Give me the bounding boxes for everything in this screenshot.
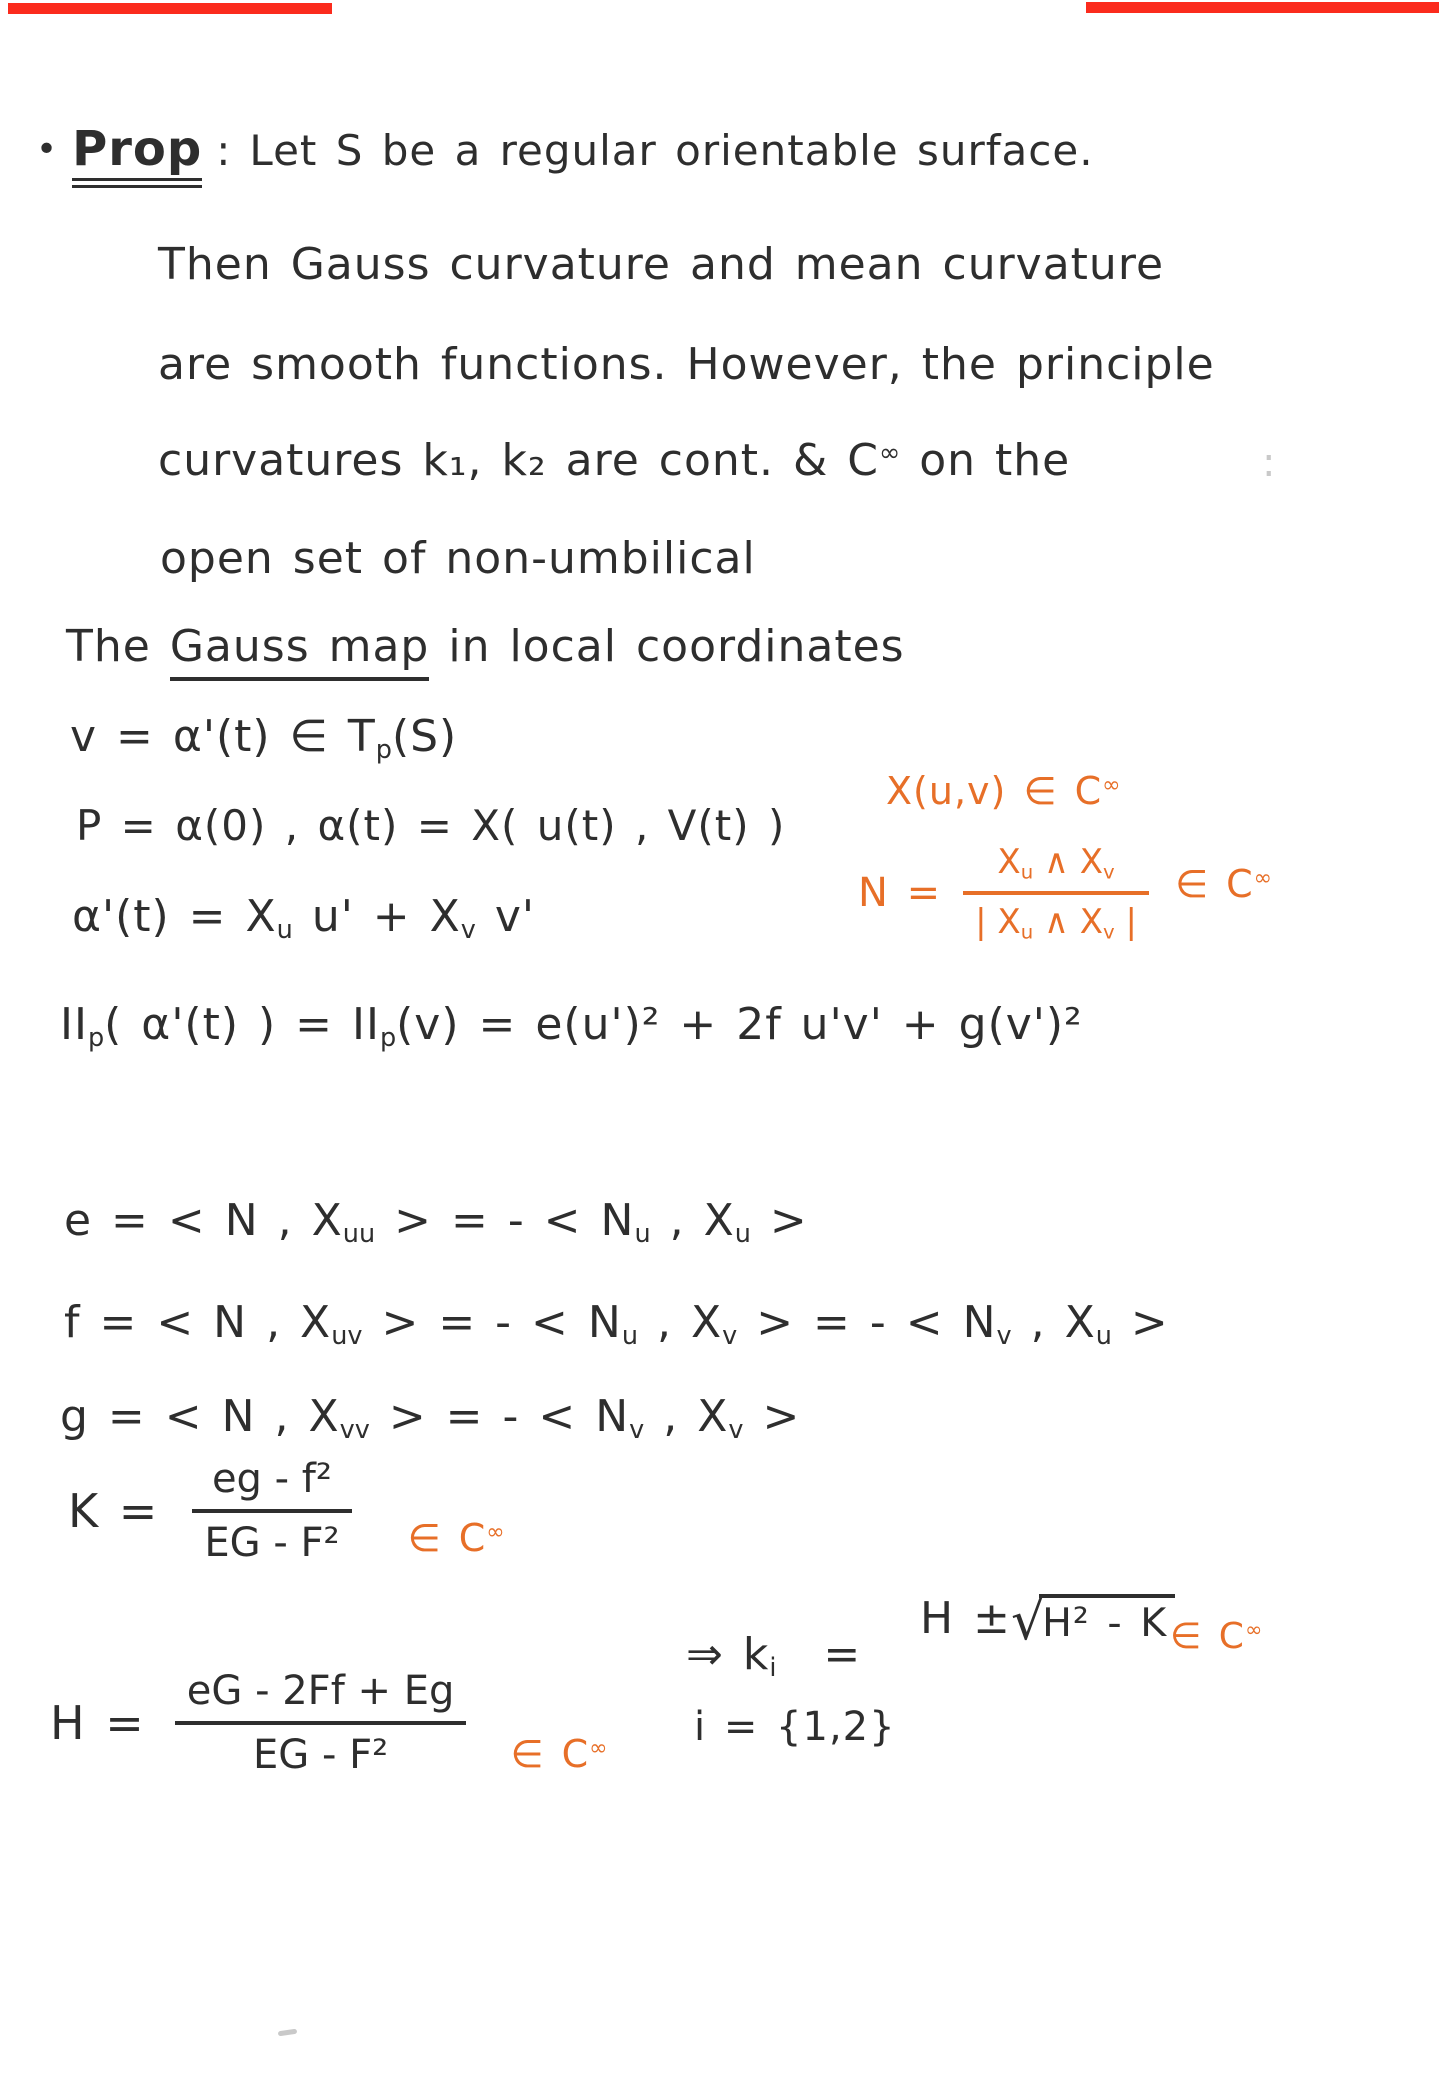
h-fraction: [175, 1668, 467, 1778]
ii-seg: ( α'(t) ) = II: [104, 999, 380, 1050]
infinity-superscript: ∞: [879, 437, 901, 468]
subscript-u: u: [1020, 860, 1034, 884]
root-expression: [920, 1589, 1175, 1652]
subscript-v: v: [1103, 860, 1115, 884]
prop-line2: Then Gauss curvature and mean curvature: [158, 239, 1165, 290]
red-edge-right: [1086, 2, 1439, 13]
prop-label: Prop: [72, 121, 202, 188]
n-lhs: N =: [858, 869, 942, 916]
subscript-vv: vv: [339, 1415, 370, 1446]
annotation-normal-vector: [858, 842, 1272, 943]
equation-g-coefficient: [60, 1392, 800, 1445]
f-seg: >: [1111, 1297, 1169, 1348]
e-seg: , X: [650, 1195, 735, 1246]
den-seg: ∧ X: [1033, 901, 1104, 942]
subscript-i: i: [769, 1653, 777, 1684]
prop-line1: Let S be a regular orientable surface.: [249, 126, 1094, 175]
index-set: i = {1,2}: [694, 1704, 896, 1750]
prop-colon: :: [216, 126, 232, 175]
subscript-uu: uu: [342, 1219, 376, 1250]
v-pre: v = α'(t) ∈ T: [70, 711, 376, 762]
k-denominator: EG - F²: [204, 1520, 340, 1566]
prop-line4-text: curvatures k₁, k₂ are cont. & C: [158, 435, 879, 486]
subscript-v: v: [460, 915, 476, 946]
k-lhs: K =: [68, 1483, 159, 1538]
in-c: ∈ C: [1170, 1616, 1245, 1657]
gauss-map-underlined: Gauss map: [170, 621, 430, 681]
subscript-p: p: [87, 1023, 105, 1054]
equation-alpha-prime: [72, 892, 535, 945]
subscript-u: u: [634, 1219, 651, 1250]
infinity-superscript: ∞: [1253, 865, 1273, 891]
subscript-u: u: [734, 1219, 751, 1250]
e-seg: > = - < N: [375, 1195, 635, 1246]
g-seg: g = < N , X: [60, 1391, 340, 1442]
alpha-seg: α'(t) = X: [72, 891, 277, 942]
ki-smoothness: [1170, 1616, 1262, 1657]
v-post: (S): [391, 711, 458, 762]
h-numerator: eG - 2Ff + Eg: [186, 1668, 455, 1714]
f-seg: , X: [637, 1297, 723, 1348]
f-seg: > = - < N: [362, 1297, 622, 1348]
num-seg: X: [997, 842, 1021, 882]
equation-e-coefficient: [64, 1196, 808, 1249]
radical-icon: √: [1010, 1589, 1047, 1652]
in-c: ∈ C: [510, 1732, 590, 1777]
bullet-icon: •: [36, 128, 59, 170]
normal-fraction: [963, 842, 1149, 943]
e-seg: >: [750, 1195, 808, 1246]
subscript-v: v: [1103, 920, 1115, 944]
prop-heading: [36, 122, 1094, 177]
k-smoothness: [408, 1517, 505, 1561]
x-expr: X(u,v): [886, 769, 1024, 813]
subscript-v: v: [722, 1321, 738, 1352]
alpha-seg: v': [475, 891, 536, 942]
equation-principal-curvatures-lhs: [686, 1630, 861, 1683]
equation-principal-curvatures-rhs: [920, 1589, 1175, 1652]
infinity-superscript: ∞: [1244, 1617, 1263, 1642]
subscript-u: u: [1020, 920, 1034, 944]
ki-seg: ⇒ k: [686, 1629, 770, 1680]
title-pre: The: [66, 621, 170, 672]
ki-eq: =: [804, 1629, 862, 1680]
subscript-u: u: [1095, 1321, 1112, 1352]
annotation-x-smooth: [886, 770, 1121, 814]
subscript-uv: uv: [331, 1321, 363, 1352]
equation-tangent-vector: [70, 712, 457, 765]
prop-line3: are smooth functions. However, the principle: [158, 339, 1215, 390]
equation-mean-curvature: [50, 1668, 607, 1778]
g-seg: >: [743, 1391, 801, 1442]
k-fraction: [192, 1456, 351, 1566]
h-smoothness: [510, 1733, 607, 1777]
ii-seg: II: [60, 999, 88, 1050]
ii-seg: (v) = e(u')² + 2f u'v' + g(v')²: [396, 999, 1083, 1050]
e-seg: e = < N , X: [64, 1195, 343, 1246]
subscript-v: v: [728, 1415, 744, 1446]
prop-line4: [158, 436, 1070, 487]
infinity-superscript: ∞: [1102, 772, 1121, 798]
pencil-mark: [278, 2029, 298, 2037]
infinity-superscript: ∞: [486, 1520, 505, 1546]
k-numerator: eg - f²: [211, 1456, 332, 1502]
f-seg: , X: [1011, 1297, 1096, 1348]
faint-colon-mark: :: [1262, 440, 1277, 486]
g-seg: > = - < N: [369, 1391, 630, 1442]
equation-second-fundamental-form: [60, 1000, 1083, 1053]
subscript-p: p: [375, 735, 392, 766]
fraction-denominator: [963, 895, 1149, 944]
gauss-map-title: [66, 622, 905, 673]
h-plus-minus: H ±: [920, 1593, 1011, 1644]
prop-line5: open set of non-umbilical: [160, 533, 756, 584]
den-seg: |: [1114, 901, 1137, 942]
f-seg: > = - < N: [737, 1297, 997, 1348]
infinity-superscript: ∞: [589, 1736, 608, 1762]
h-denominator: EG - F²: [252, 1732, 389, 1778]
subscript-p: p: [379, 1023, 397, 1054]
alpha-seg: u' + X: [292, 891, 461, 942]
red-edge-left: [8, 3, 332, 14]
subscript-u: u: [276, 915, 293, 946]
num-seg: ∧ X: [1033, 842, 1104, 882]
f-seg: f = < N , X: [64, 1297, 332, 1348]
g-seg: , X: [644, 1391, 729, 1442]
equation-f-coefficient: [64, 1298, 1169, 1351]
in-c: ∈ C: [1174, 861, 1254, 906]
equation-curve-parametrization: P = α(0) , α(t) = X( u(t) , V(t) ): [76, 801, 786, 850]
subscript-v: v: [629, 1415, 645, 1446]
subscript-u: u: [621, 1321, 638, 1352]
fraction-numerator: [985, 842, 1126, 891]
equation-gauss-curvature: [68, 1456, 505, 1566]
h-lhs: H =: [50, 1695, 145, 1750]
in-c: ∈ C: [1023, 769, 1103, 813]
radicand: H² - K: [1039, 1594, 1175, 1647]
title-post: in local coordinates: [429, 621, 905, 672]
prop-line4-tail: on the: [900, 435, 1071, 486]
den-seg: | X: [975, 901, 1021, 942]
n-smoothness: [1175, 863, 1272, 907]
subscript-v: v: [996, 1321, 1012, 1352]
in-c: ∈ C: [407, 1516, 487, 1561]
